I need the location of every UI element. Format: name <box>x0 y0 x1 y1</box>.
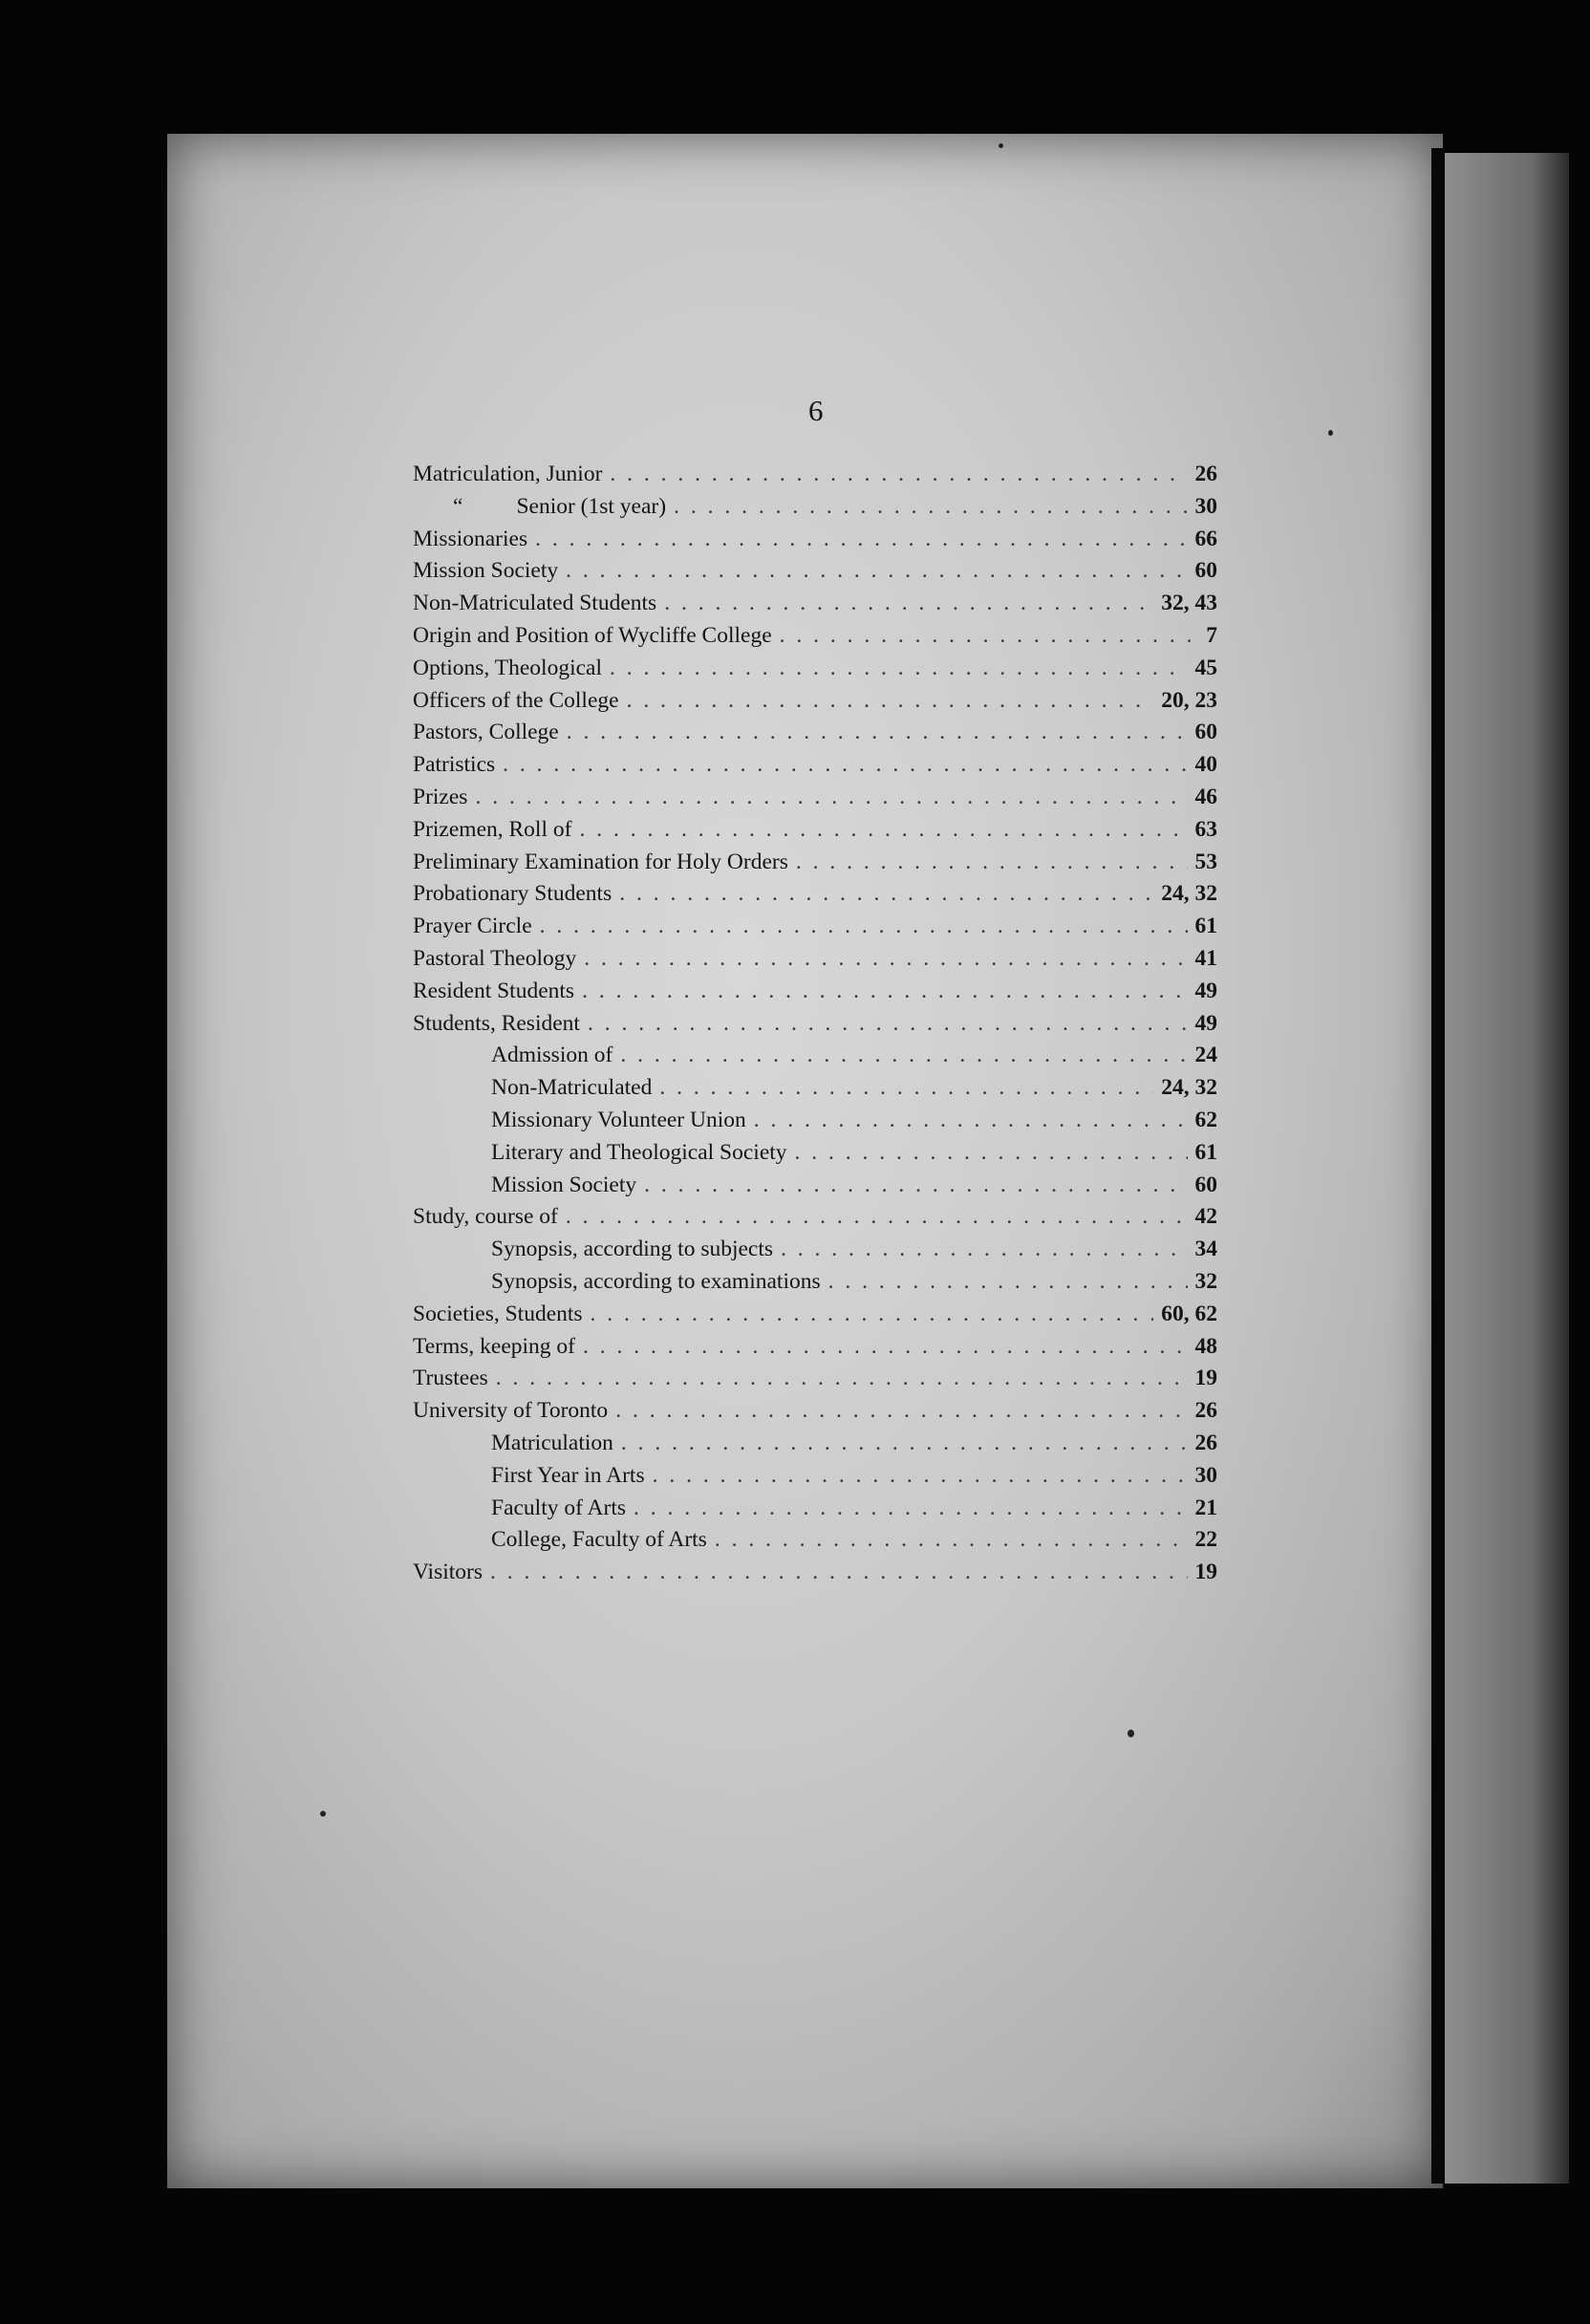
dot-leader <box>781 1234 1187 1266</box>
index-entry-pages: 46 <box>1194 784 1217 809</box>
index-entry-pages: 60 <box>1194 558 1217 584</box>
index-entry <box>413 878 1217 911</box>
index-entry-pages: 48 <box>1194 1333 1217 1359</box>
index-entry-label: Resident Students <box>413 978 575 1003</box>
index-entry-label: Probationary Students <box>413 881 612 907</box>
index-entry <box>413 459 1217 491</box>
index-entry <box>413 1266 1217 1299</box>
index-entry-pages: 30 <box>1194 493 1217 519</box>
index-entry-pages: 20, 23 <box>1161 687 1217 713</box>
index-list <box>413 459 1217 1589</box>
index-entry-label: Patristics <box>413 752 496 778</box>
dot-leader <box>828 1266 1188 1299</box>
index-entry-pages: 30 <box>1194 1462 1217 1488</box>
index-entry-pages: 62 <box>1194 1107 1217 1132</box>
dot-leader <box>620 1040 1187 1072</box>
index-entry-label: First Year in Arts <box>491 1462 645 1488</box>
index-entry <box>413 1201 1217 1234</box>
index-entry-label: College, Faculty of Arts <box>491 1527 707 1553</box>
index-entry-label: Missionary Volunteer Union <box>491 1107 746 1132</box>
index-entry-pages: 49 <box>1194 978 1217 1003</box>
dot-leader <box>535 524 1187 556</box>
dot-leader <box>566 555 1187 588</box>
index-entry-pages: 61 <box>1194 914 1217 939</box>
index-entry <box>413 911 1217 943</box>
ink-speck <box>1128 1730 1134 1737</box>
index-entry-pages: 32 <box>1194 1268 1217 1294</box>
dot-leader <box>591 1299 1154 1331</box>
index-entry <box>413 555 1217 588</box>
index-entry <box>413 653 1217 685</box>
index-entry-pages: 26 <box>1194 1398 1217 1424</box>
index-entry-pages: 19 <box>1194 1560 1217 1585</box>
dot-leader <box>795 1137 1188 1170</box>
dot-leader <box>653 1460 1188 1493</box>
index-entry-label: Synopsis, according to subjects <box>491 1237 774 1262</box>
index-entry <box>413 749 1217 782</box>
index-entry-label: Non-Matriculated <box>491 1075 653 1101</box>
index-entry-label: Non-Matriculated Students <box>413 591 657 616</box>
index-entry-pages: 19 <box>1194 1366 1217 1391</box>
index-entry <box>413 1170 1217 1202</box>
index-entry <box>413 685 1217 718</box>
index-entry <box>413 943 1217 976</box>
dot-leader <box>503 749 1187 782</box>
index-entry <box>413 1428 1217 1460</box>
index-entry <box>413 1395 1217 1428</box>
dot-leader <box>475 782 1187 814</box>
index-entry-label: Admission of <box>491 1043 613 1068</box>
index-entry-pages: 34 <box>1194 1237 1217 1262</box>
dot-leader <box>610 459 1187 491</box>
index-entry-label: Literary and Theological Society <box>491 1139 787 1165</box>
index-entry-pages: 22 <box>1194 1527 1217 1553</box>
index-entry-pages: 66 <box>1194 526 1217 551</box>
index-entry-pages: 60 <box>1194 1172 1217 1197</box>
dot-leader <box>627 685 1154 718</box>
index-entry <box>413 1040 1217 1072</box>
index-entry-label: Prayer Circle <box>413 914 532 939</box>
index-entry-pages: 61 <box>1194 1139 1217 1165</box>
index-entry <box>413 588 1217 620</box>
index-entry <box>413 1331 1217 1364</box>
index-entry-label: Visitors <box>413 1560 483 1585</box>
dot-leader <box>796 847 1188 879</box>
index-entry-label: Trustees <box>413 1366 488 1391</box>
index-entry-pages: 21 <box>1194 1495 1217 1520</box>
index-entry-pages: 24, 32 <box>1161 1075 1217 1101</box>
index-entry-label: Origin and Position of Wycliffe College <box>413 622 772 648</box>
index-entry-pages: 60 <box>1194 720 1217 745</box>
ink-speck <box>1328 430 1333 436</box>
index-entry <box>413 620 1217 653</box>
index-entry-pages: 63 <box>1194 816 1217 842</box>
ink-speck <box>999 143 1003 148</box>
index-entry-label: Matriculation <box>491 1430 613 1455</box>
dot-leader <box>615 1395 1187 1428</box>
dot-leader <box>582 976 1187 1008</box>
index-entry-pages: 42 <box>1194 1204 1217 1230</box>
dot-leader <box>644 1170 1187 1202</box>
index-entry-label: Pastors, College <box>413 720 559 745</box>
dot-leader <box>496 1363 1188 1395</box>
index-entry <box>413 1363 1217 1395</box>
index-entry <box>413 524 1217 556</box>
index-entry-pages: 32, 43 <box>1161 591 1217 616</box>
index-entry-pages: 26 <box>1194 1430 1217 1455</box>
dot-leader <box>588 1008 1188 1041</box>
index-entry <box>413 1493 1217 1525</box>
index-entry-label: Prizes <box>413 784 468 809</box>
index-entry-label: Preliminary Examination for Holy Orders <box>413 849 788 874</box>
index-entry-label: Students, Resident <box>413 1010 580 1036</box>
dot-leader <box>567 717 1188 749</box>
index-entry-label: Terms, keeping of <box>413 1333 575 1359</box>
index-entry-label: Mission Society <box>491 1172 637 1197</box>
index-entry <box>413 1105 1217 1137</box>
index-entry-label: University of Toronto <box>413 1398 609 1424</box>
index-entry-label: Missionaries <box>413 526 528 551</box>
index-entry-pages: 53 <box>1194 849 1217 874</box>
ditto-mark: “ <box>453 493 463 519</box>
index-entry <box>413 814 1217 847</box>
index-entry-label: Officers of the College <box>413 687 619 713</box>
index-entry-pages: 45 <box>1194 655 1217 680</box>
dot-leader <box>754 1105 1188 1137</box>
index-entry-label: Faculty of Arts <box>491 1495 626 1520</box>
index-entry <box>413 782 1217 814</box>
index-entry-label: Pastoral Theology <box>413 945 577 971</box>
dot-leader <box>634 1493 1188 1525</box>
dot-leader <box>566 1201 1188 1234</box>
dot-leader <box>780 620 1199 653</box>
dot-leader <box>659 1072 1153 1105</box>
index-entry <box>413 1137 1217 1170</box>
index-entry-label: Options, Theological <box>413 655 602 680</box>
dot-leader <box>715 1524 1188 1557</box>
dot-leader <box>490 1557 1187 1589</box>
binding-gutter <box>1431 148 1445 2184</box>
index-entry <box>413 1299 1217 1331</box>
index-entry-label: Study, course of <box>413 1204 558 1230</box>
dot-leader <box>621 1428 1188 1460</box>
dot-leader <box>584 943 1187 976</box>
page-number: 6 <box>808 394 824 427</box>
index-entry <box>413 847 1217 879</box>
index-entry <box>413 717 1217 749</box>
index-entry-pages: 7 <box>1206 622 1217 648</box>
index-entry-pages: 26 <box>1194 462 1217 486</box>
index-entry-label: Matriculation, Junior <box>413 462 603 486</box>
index-entry-label: Mission Society <box>413 558 559 584</box>
index-entry-pages: 40 <box>1194 752 1217 778</box>
dot-leader <box>579 814 1187 847</box>
index-entry-pages: 49 <box>1194 1010 1217 1036</box>
dot-leader <box>583 1331 1188 1364</box>
dot-leader <box>674 491 1187 524</box>
index-entry <box>413 1460 1217 1493</box>
dot-leader <box>610 653 1188 685</box>
ink-speck <box>320 1811 326 1817</box>
dot-leader <box>540 911 1188 943</box>
index-entry <box>413 1557 1217 1589</box>
index-entry <box>413 1234 1217 1266</box>
index-entry-pages: 60, 62 <box>1161 1301 1217 1326</box>
index-entry <box>413 1072 1217 1105</box>
index-entry <box>413 1524 1217 1557</box>
index-entry-label: Synopsis, according to examinations <box>491 1268 821 1294</box>
index-entry-pages: 24, 32 <box>1161 881 1217 907</box>
facing-page-edge <box>1445 153 1569 2184</box>
index-entry-pages: 41 <box>1194 945 1217 971</box>
index-entry <box>413 976 1217 1008</box>
index-entry <box>413 1008 1217 1041</box>
index-entry-label: Senior (1st year) <box>516 493 667 519</box>
dot-leader <box>664 588 1153 620</box>
dot-leader <box>619 878 1153 911</box>
index-entry-label: Societies, Students <box>413 1301 583 1326</box>
index-entry-label: Prizemen, Roll of <box>413 816 572 842</box>
index-entry <box>413 491 1217 524</box>
index-entry-pages: 24 <box>1194 1043 1217 1068</box>
